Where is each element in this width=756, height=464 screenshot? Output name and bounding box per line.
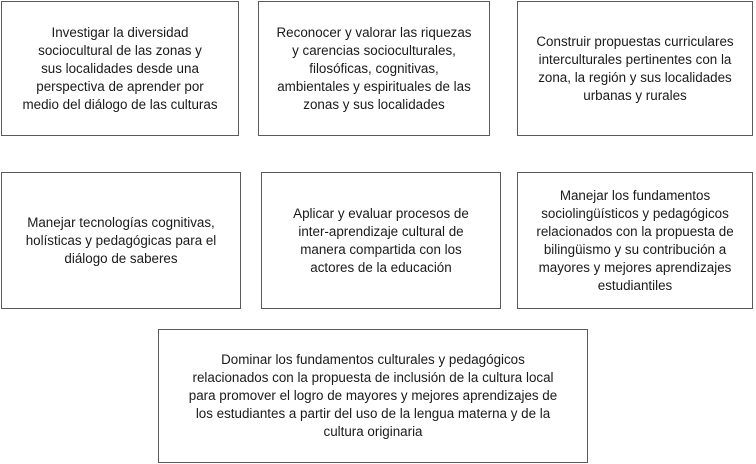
text-line: interculturales pertinentes con la (538, 51, 732, 67)
competency-text (536, 187, 733, 295)
text-line: Aplicar y evaluar procesos de (293, 205, 469, 221)
text-line: medio del diálogo de las culturas (22, 96, 218, 112)
text-line: actores de la educación (310, 259, 452, 275)
competency-text (536, 33, 733, 105)
text-line: Reconocer y valorar las riquezas (276, 24, 472, 40)
text-line: zona, la región y sus localidades (538, 69, 732, 85)
competency-box-manejar-tecnologias (1, 172, 241, 309)
text-line: para promover el logro de mayores y mejores aprendizajes de (188, 388, 558, 403)
competency-box-manejar-fundamentos (517, 172, 753, 309)
text-line: y carencias socioculturales, (292, 42, 456, 58)
text-line: relacionados con la propuesta de inclusión de la cultura local (192, 370, 554, 385)
text-line: Manejar tecnologías cognitivas, (27, 214, 215, 230)
competency-text (277, 24, 472, 114)
text-line: estudiantiles (597, 277, 673, 293)
competency-text (26, 214, 217, 268)
competency-text (293, 205, 469, 277)
competency-box-reconocer (258, 1, 490, 136)
text-line: diálogo de saberes (64, 250, 178, 266)
text-line: manera compartida con los (300, 241, 462, 257)
text-line: inter-aprendizaje cultural de (298, 223, 464, 239)
competency-box-investigar (1, 1, 239, 136)
text-line: Construir propuestas curriculares (536, 33, 734, 49)
text-line: zonas y sus localidades (303, 96, 445, 112)
text-line: sus localidades desde una (41, 60, 199, 76)
text-line: perspectiva de aprender por (36, 78, 204, 94)
text-line: filosóficas, cognitivas, (309, 60, 439, 76)
text-line: Dominar los fundamentos culturales y pedagógicos (221, 352, 525, 367)
text-line: cultura originaria (323, 424, 423, 439)
text-line: ambientales y espirituales de las (277, 78, 471, 94)
text-line: mayores y mejores aprendizajes (538, 259, 732, 275)
text-line: sociolingüísticos y pedagógicos (541, 205, 729, 221)
text-line: urbanas y rurales (583, 87, 687, 103)
text-line: sociocultural de las zonas y (38, 42, 202, 58)
text-line: los estudiantes a partir del uso de la lengua materna y de la (195, 406, 551, 421)
text-line: Investigar la diversidad (51, 24, 189, 40)
competency-text (189, 351, 557, 441)
competency-box-construir (517, 1, 753, 136)
competency-text (22, 24, 217, 114)
competency-box-aplicar (261, 172, 501, 309)
text-line: relacionados con la propuesta de (536, 223, 734, 239)
text-line: bilingüismo y su contribución a (543, 241, 727, 257)
competency-box-dominar (158, 329, 588, 463)
text-line: Manejar los fundamentos (559, 187, 711, 203)
text-line: holísticas y pedagógicas para el (25, 232, 217, 248)
